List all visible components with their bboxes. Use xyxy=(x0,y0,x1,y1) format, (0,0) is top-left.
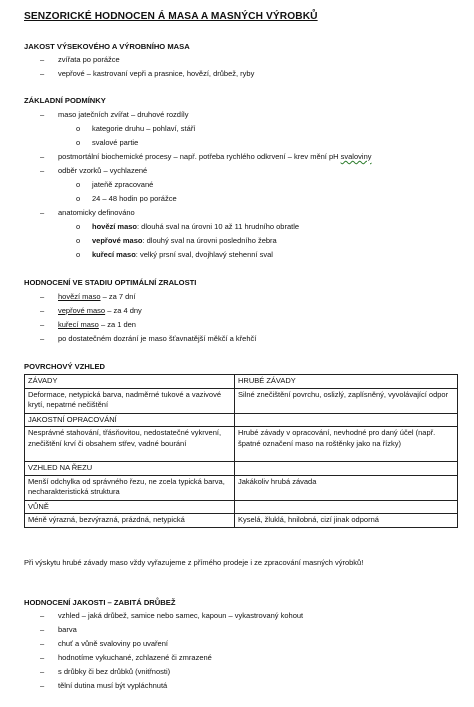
table-cell: Jakákoliv hrubá závada xyxy=(235,475,458,500)
table-header-cell: ZÁVADY xyxy=(25,375,235,389)
circle-bullet: o xyxy=(76,250,81,259)
table-header-row xyxy=(25,375,458,389)
section-heading-drubez: HODNOCENÍ JAKOSTI – ZABITÁ DRŮBEŽ xyxy=(24,598,176,607)
circle-bullet: o xyxy=(76,236,81,245)
sub-list-item: hovězí maso: dlouhá sval na úrovni 10 až 11 hrudního obratle xyxy=(92,222,300,231)
dash-bullet: – xyxy=(40,292,45,301)
table-row xyxy=(25,388,458,413)
dash-bullet: – xyxy=(40,320,45,329)
table-subheader-row xyxy=(25,500,458,514)
list-item: maso jatečních zvířat – druhové rozdíly xyxy=(58,110,189,119)
list-item: postmortální biochemické procesy – např. potřeba rychlého odkrvení – krev mění pH svaloviny xyxy=(58,152,372,161)
list-item: odběr vzorků – vychlazené xyxy=(58,166,148,175)
list-item: zvířata po porážce xyxy=(58,55,120,64)
table-cell: Nesprávné stahování, třásňovitou, nedostatečné vykrvení, znečištění krví či obsahem střev, vadné bourání xyxy=(25,427,235,462)
dash-bullet: – xyxy=(40,110,45,119)
list-item: chuť a vůně svaloviny po uvaření xyxy=(58,639,168,648)
defects-table xyxy=(24,374,458,528)
circle-bullet: o xyxy=(76,194,81,203)
section-heading-jakost: JAKOST VÝSEKOVÉHO A VÝROBNÍHO MASA xyxy=(24,42,190,51)
dash-bullet: – xyxy=(40,55,45,64)
table-cell: Méně výrazná, bezvýrazná, prázdná, netypická xyxy=(25,514,235,528)
circle-bullet: o xyxy=(76,180,81,189)
table-subheader-row xyxy=(25,462,458,476)
table-cell: Kyselá, žluklá, hnilobná, cizí jinak odporná xyxy=(235,514,458,528)
list-item: vzhled – jaká drůbež, samice nebo samec, kapoun – vykastrovaný kohout xyxy=(58,611,304,620)
dash-bullet: – xyxy=(40,152,45,161)
dash-bullet: – xyxy=(40,667,45,676)
table-cell-empty xyxy=(235,500,458,514)
sub-list-item: kuřecí maso: velký prsní sval, dvojhlavý stehenní sval xyxy=(92,250,273,259)
section-heading-povrch: POVRCHOVÝ VZHLED xyxy=(24,362,106,371)
dash-bullet: – xyxy=(40,653,45,662)
table-cell: Hrubé závady v opracování, nevhodné pro daný účel (např. špatné označení maso na roštěnky jako na řízky) xyxy=(235,427,458,462)
dash-bullet: – xyxy=(40,208,45,217)
table-header-cell: HRUBÉ ZÁVADY xyxy=(235,375,458,389)
dash-bullet: – xyxy=(40,306,45,315)
sub-list-item: svalové partie xyxy=(92,138,139,147)
section-heading-podminky: ZÁKLADNÍ PODMÍNKY xyxy=(24,96,106,105)
sub-list-item: jateňě zpracované xyxy=(92,180,154,189)
dash-bullet: – xyxy=(40,69,45,78)
table-cell-empty xyxy=(235,462,458,476)
dash-bullet: – xyxy=(40,334,45,343)
sub-list-item: kategorie druhu – pohlaví, stáří xyxy=(92,124,196,133)
dash-bullet: – xyxy=(40,166,45,175)
list-item: hovězí maso – za 7 dní xyxy=(58,292,136,301)
sub-list-item: 24 – 48 hodin po porážce xyxy=(92,194,177,203)
table-cell-empty xyxy=(235,413,458,427)
table-subheader-row xyxy=(25,413,458,427)
list-item: hodnotíme vykuchané, zchlazené či zmrazené xyxy=(58,653,212,662)
table-subheader-cell: JAKOSTNÍ OPRACOVÁNÍ xyxy=(25,413,235,427)
table-cell: Deformace, netypická barva, nadměrné tukové a vazivové krytí, nepatrné nečištění xyxy=(25,388,235,413)
list-item: tělní dutina musí být vypláchnutá xyxy=(58,681,168,690)
table-subheader-cell: VŮNĚ xyxy=(25,500,235,514)
table-row xyxy=(25,475,458,500)
section-heading-zralost: HODNOCENÍ VE STADIU OPTIMÁLNÍ ZRALOSTI xyxy=(24,278,197,287)
list-item: vepřové – kastrovaní vepři a prasnice, hovězí, drůbež, ryby xyxy=(58,69,255,78)
list-item: vepřové maso – za 4 dny xyxy=(58,306,142,315)
dash-bullet: – xyxy=(40,639,45,648)
warning-note: Při výskytu hrubé závady maso vždy vyřazujeme z přímého prodeje i ze zpracování masných výrobků! xyxy=(24,558,364,567)
document-title: SENZORICKÉ HODNOCEN Á MASA A MASNÝCH VÝROBKŮ xyxy=(24,11,318,22)
table-cell: Silné znečištění povrchu, oslizlý, zaplísněný, vyvolávající odpor xyxy=(235,388,458,413)
circle-bullet: o xyxy=(76,222,81,231)
dash-bullet: – xyxy=(40,625,45,634)
list-item: s drůbky či bez drůbků (vnitřnosti) xyxy=(58,667,171,676)
dash-bullet: – xyxy=(40,681,45,690)
table-cell: Menší odchylka od správného řezu, ne zcela typická barva, necharakteristická struktura xyxy=(25,475,235,500)
circle-bullet: o xyxy=(76,138,81,147)
circle-bullet: o xyxy=(76,124,81,133)
table-subheader-cell: VZHLED NA ŘEZU xyxy=(25,462,235,476)
list-item: barva xyxy=(58,625,77,634)
dash-bullet: – xyxy=(40,611,45,620)
list-item: anatomicky definováno xyxy=(58,208,135,217)
sub-list-item: vepřové maso: dlouhý sval na úrovni posledního žebra xyxy=(92,236,277,245)
table-row xyxy=(25,427,458,462)
table-row xyxy=(25,514,458,528)
list-item: po dostatečném dozrání je maso šťavnatější měkčí a křehčí xyxy=(58,334,257,343)
list-item: kuřecí maso – za 1 den xyxy=(58,320,136,329)
